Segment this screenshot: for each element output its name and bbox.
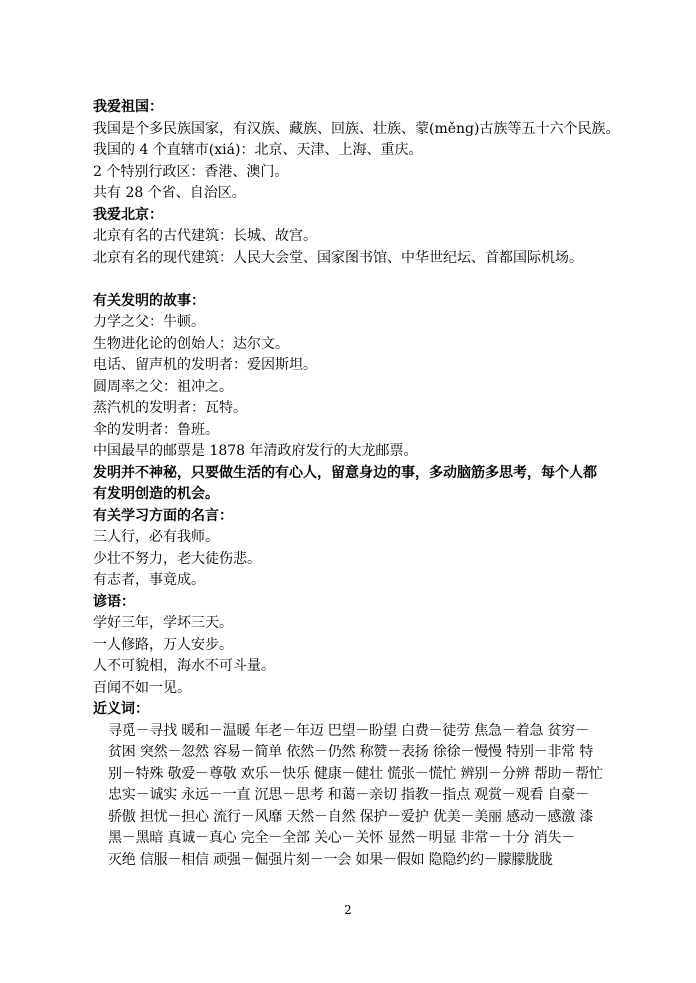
heading-beijing: 我爱北京：: [93, 206, 163, 223]
blank-line: [93, 269, 623, 291]
inventions-emphasis-2: 有发明创造的机会。: [93, 486, 219, 502]
inventions-line-6: 伞的发明者：鲁班。: [93, 421, 219, 438]
quotes-line-3: 有志者，事竟成。: [93, 572, 205, 588]
inventions-line-7: 中国最早的邮票是 1878 年清政府发行的大龙邮票。: [93, 443, 418, 459]
document-body: [93, 97, 623, 871]
motherland-line-3: 2 个特别行政区：香港、澳门。: [93, 163, 289, 180]
synonyms-line-5: 骄傲 担忧－担心 流行－风靡 天然－自然 保护－爱护 优美－美丽 感动－感激 漆: [108, 808, 594, 825]
heading-proverbs: 谚语：: [93, 593, 135, 610]
synonyms-line-6: 黑－黑暗 真诚－真心 完全－全部 关心－关怀 显然－明显 非常－十分 消失－: [108, 830, 576, 846]
proverbs-line-4: 百闻不如一见。: [93, 679, 191, 696]
synonyms-line-2: 贫困 突然－忽然 容易－简单 依然－仍然 称赞－表扬 徐徐－慢慢 特别－非常 特: [108, 744, 594, 760]
beijing-line-1: 北京有名的古代建筑：长城、故宫。: [93, 228, 317, 244]
inventions-emphasis-1: 发明并不神秘，只要做生活的有心人，留意身边的事，多动脑筋多思考，每个人都: [93, 464, 597, 481]
heading-inventions: 有关发明的故事：: [93, 292, 205, 309]
synonyms-line-7: 灭绝 信服－相信 顽强－倔强片刻－一会 如果－假如 隐隐约约－朦朦胧胧: [108, 851, 553, 868]
motherland-line-1: 我国是个多民族国家，有汉族、藏族、回族、壮族、蒙(měng)古族等五十六个民族。: [93, 120, 620, 137]
synonyms-line-1: 寻觅－寻找 暖和－温暖 年老－年迈 巴望－盼望 白费－徒劳 焦急－着急 贫穷－: [108, 722, 589, 739]
heading-motherland: 我爱祖国：: [93, 99, 163, 115]
motherland-line-4: 共有 28 个省、自治区。: [93, 185, 246, 201]
synonyms-list: [108, 721, 618, 872]
inventions-line-5: 蒸汽机的发明者：瓦特。: [93, 400, 247, 416]
quotes-line-2: 少壮不努力，老大徒伤悲。: [93, 550, 261, 567]
beijing-line-2: 北京有名的现代建筑：人民大会堂、国家图书馆、中华世纪坛、首都国际机场。: [93, 249, 583, 266]
inventions-line-2: 生物进化论的创始人：达尔文。: [93, 335, 289, 352]
inventions-line-1: 力学之父：牛顿。: [93, 314, 205, 330]
proverbs-line-2: 一人修路，万人安步。: [93, 636, 233, 653]
inventions-line-3: 电话、留声机的发明者：爱因斯坦。: [93, 357, 317, 373]
heading-quotes: 有关学习方面的名言：: [93, 507, 233, 524]
page-number: 2: [344, 903, 352, 917]
motherland-line-2: 我国的 4 个直辖市(xiá)：北京、天津、上海、重庆。: [93, 142, 423, 158]
inventions-line-4: 圆周率之父：祖冲之。: [93, 378, 233, 395]
proverbs-line-1: 学好三年，学坏三天。: [93, 615, 233, 631]
synonyms-line-4: 忠实－诚实 永远－一直 沉思－思考 和蔼－亲切 指教－指点 观赏－观看 自豪－: [108, 787, 589, 803]
synonyms-line-3: 别－特殊 敬爱－尊敬 欢乐－快乐 健康－健壮 慌张－慌忙 辨别－分辨 帮助－帮忙: [108, 765, 603, 782]
quotes-line-1: 三人行，必有我师。: [93, 529, 219, 545]
proverbs-line-3: 人不可貌相，海水不可斗量。: [93, 658, 275, 674]
heading-synonyms: 近义词：: [93, 701, 149, 717]
